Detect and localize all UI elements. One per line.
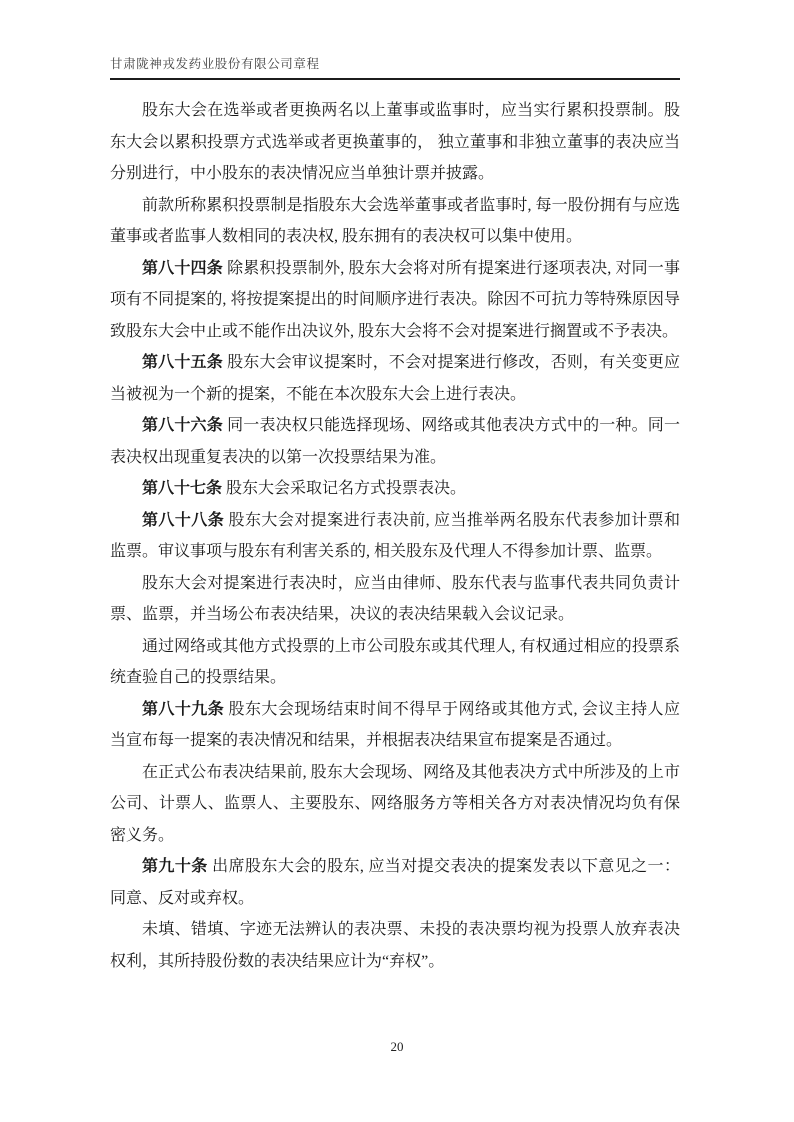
paragraph: 第八十六条 同一表决权只能选择现场、网络或其他表决方式中的一种。同一表决权出现重复表决的以第一次投票结果为准。 (110, 417, 680, 466)
article-number: 第八十五条 (142, 354, 223, 371)
article-number: 第八十九条 (142, 700, 225, 718)
paragraph: 股东大会对提案进行表决时，应当由律师、股东代表与监事代表共同负责计票、监票，并当场公布表决结果，决议的表决结果载入会议记录。 (110, 574, 680, 623)
page-number: 20 (390, 1039, 404, 1054)
paragraph: 未填、错填、字迹无法辨认的表决票、未投的表决票均视为投票人放弃表决权利，其所持股份数的表决结果应计为“弃权”。 (110, 921, 680, 970)
article-number: 第八十四条 (142, 259, 223, 277)
paragraph: 第八十七条 股东大会采取记名方式投票表决。 (142, 480, 467, 497)
article-number: 第八十六条 (142, 417, 223, 434)
paragraph: 第八十八条 股东大会对提案进行表决前, 应当推举两名股东代表参加计票和监票。审议事项与股东有利害关系的, 相关股东及代理人不得参加计票、监票。 (110, 511, 680, 560)
paragraph: 在正式公布表决结果前, 股东大会现场、网络及其他表决方式中所涉及的上市公司、计票人、监票人、主要股东、网络服务方等相关各方对表决情况均负有保密义务。 (110, 763, 680, 844)
paragraph: 第八十四条 除累积投票制外, 股东大会将对所有提案进行逐项表决, 对同一事项有不同提案的, 将按提案提出的时间顺序进行表决。除因不可抗力等特殊原因导致股东大会中止或不能作出决议外, 股东大会将不会对提案进行搁置或不予表决。 (110, 259, 680, 340)
paragraph: 前款所称累积投票制是指股东大会选举董事或者监事时, 每一股份拥有与应选董事或者监事人数相同的表决权, 股东拥有的表决权可以集中使用。 (110, 196, 680, 245)
article-number: 第八十八条 (142, 511, 225, 529)
paragraph: 通过网络或其他方式投票的上市公司股东或其代理人, 有权通过相应的投票系统查验自己的投票结果。 (110, 637, 680, 686)
article-number: 第八十七条 (142, 480, 223, 497)
paragraph: 第八十五条 股东大会审议提案时，不会对提案进行修改，否则，有关变更应当被视为一个新的提案，不能在本次股东大会上进行表决。 (110, 354, 680, 403)
paragraph: 第九十条 出席股东大会的股东, 应当对提交表决的提案发表以下意见之一：同意、反对或弃权。 (110, 858, 680, 907)
document-body (110, 95, 680, 977)
paragraph: 股东大会在选举或者更换两名以上董事或监事时，应当实行累积投票制。股东大会以累积投票方式选举或者更换董事的， 独立董事和非独立董事的表决应当分别进行，中小股东的表决情况应当单独计票并披露。 (110, 102, 680, 182)
paragraph: 第八十九条 股东大会现场结束时间不得早于网络或其他方式, 会议主持人应当宣布每一提案的表决情况和结果，并根据表决结果宣布提案是否通过。 (110, 700, 680, 749)
document-header-title: 甘肃陇神戎发药业股份有限公司章程 (110, 57, 320, 71)
document-footer (0, 1038, 794, 1056)
article-number: 第九十条 (142, 858, 208, 875)
document-header (110, 54, 680, 80)
